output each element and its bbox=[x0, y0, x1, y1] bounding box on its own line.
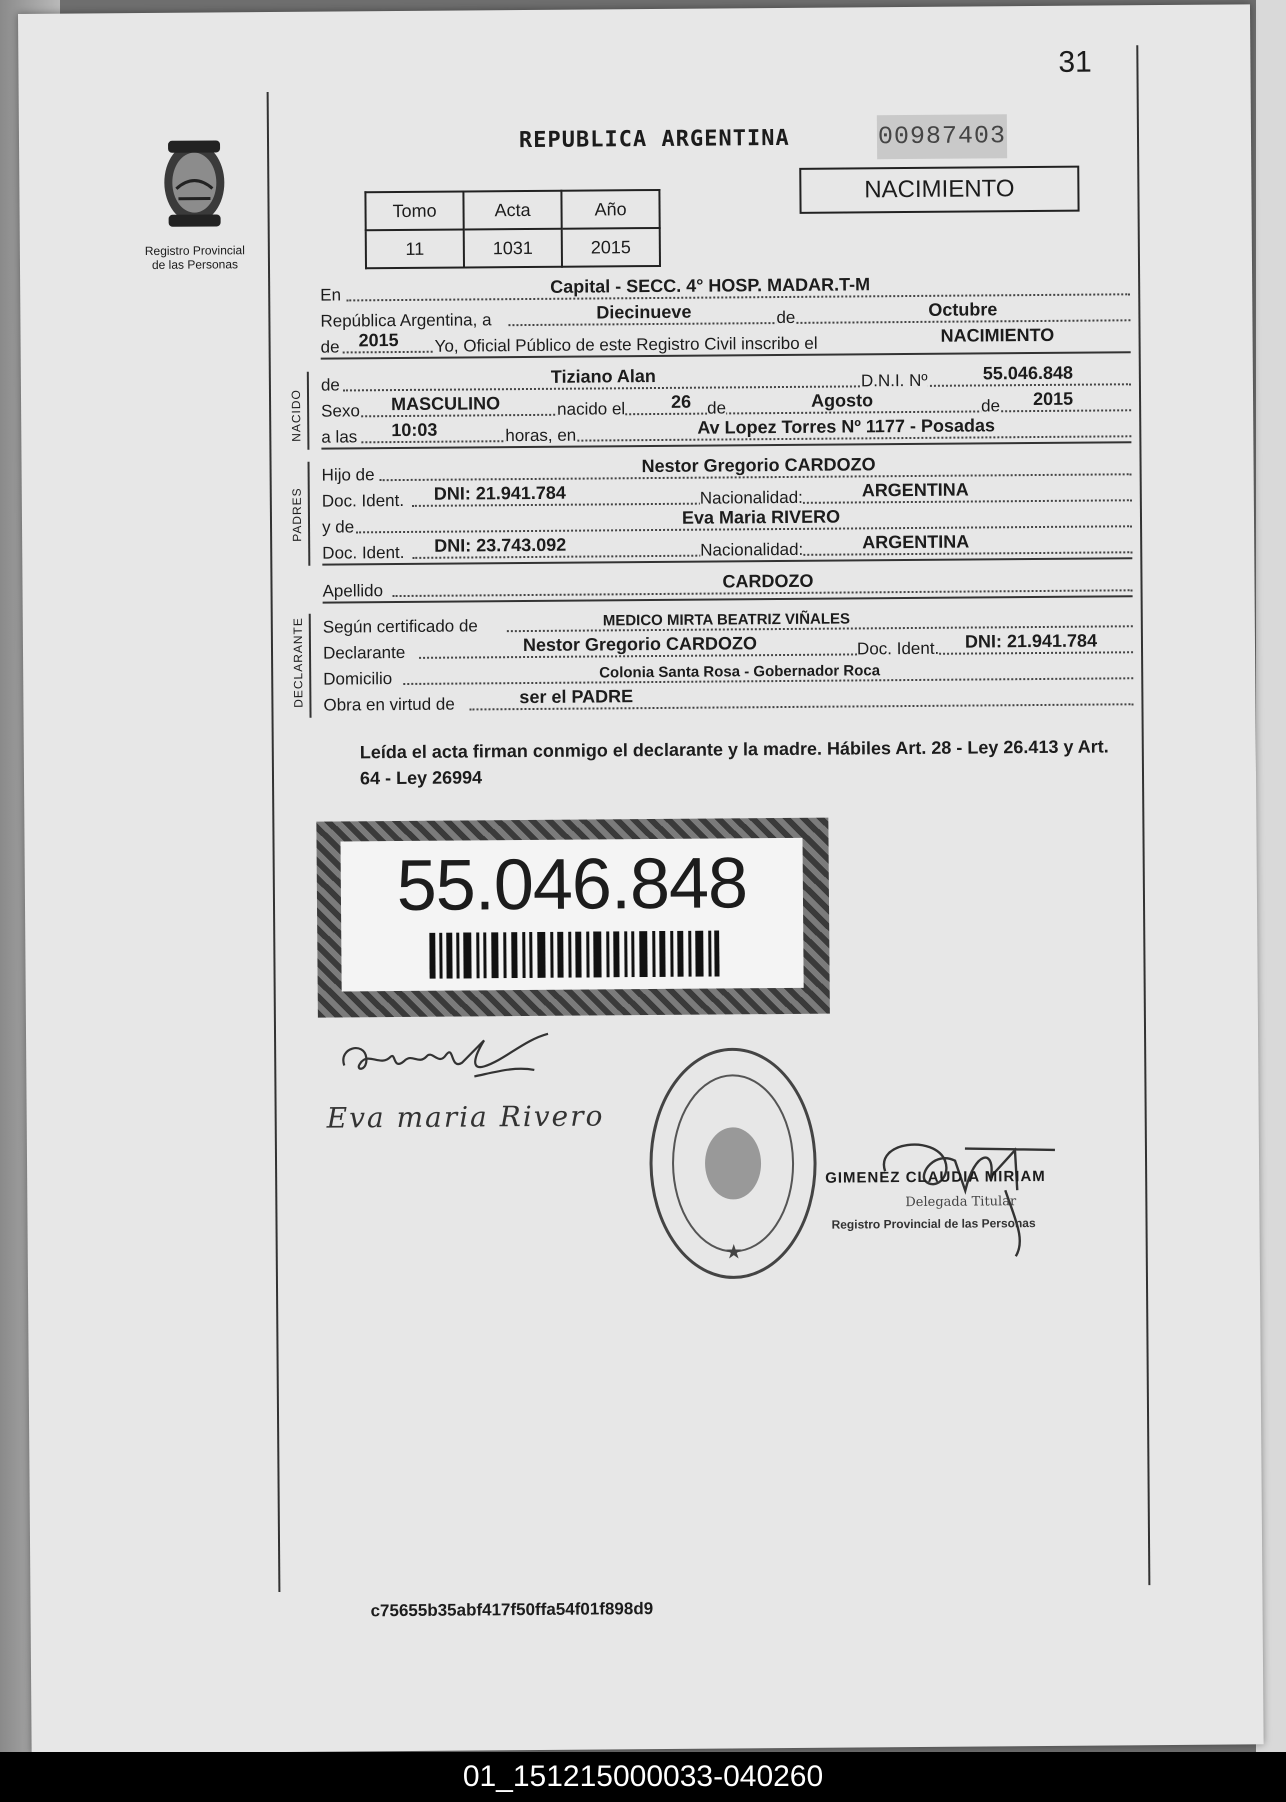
birth-day: 26 bbox=[670, 391, 692, 412]
obra-value: ser el PADRE bbox=[519, 686, 634, 708]
right-margin-rule bbox=[1136, 45, 1150, 1585]
scan-footer-id: 01_151215000033-040260 bbox=[0, 1752, 1286, 1802]
registry-header-ano: Año bbox=[561, 190, 659, 229]
hijo-de-label: Hijo de bbox=[321, 465, 375, 485]
registry-table bbox=[364, 189, 661, 269]
logo-caption-line2: de las Personas bbox=[151, 257, 239, 272]
father-doc-label: Doc. Ident. bbox=[321, 490, 405, 511]
child-name: Tiziano Alan bbox=[550, 366, 656, 387]
dni-label: D.N.I. Nº bbox=[860, 370, 928, 391]
obra-label: Obra en virtud de bbox=[323, 694, 455, 715]
officer-name: GIMENEZ CLAUDIA MIRIAM bbox=[825, 1167, 1046, 1187]
registry-value-tomo: 11 bbox=[366, 230, 464, 269]
month-value: Octubre bbox=[928, 299, 998, 320]
certificado-label: Según certificado de bbox=[322, 616, 478, 637]
officer-registry: Registro Provincial de las Personas bbox=[831, 1216, 1036, 1232]
registry-value-acta: 1031 bbox=[464, 229, 562, 268]
a-las-label: a las bbox=[321, 427, 358, 447]
padres-section-label: PADRES bbox=[289, 487, 305, 542]
year-line bbox=[321, 325, 1131, 357]
declarante-section-label: DECLARANTE bbox=[290, 617, 306, 708]
dni-sticker-number: 55.046.848 bbox=[396, 843, 748, 927]
certificado-value: MEDICO MIRTA BEATRIZ VIÑALES bbox=[602, 610, 851, 630]
nacido-el-label: nacido el bbox=[557, 399, 626, 419]
place-value: Capital - SECC. 4° HOSP. MADAR.T-M bbox=[550, 274, 871, 297]
apellido-line bbox=[322, 569, 1132, 601]
record-type-box: NACIMIENTO bbox=[799, 166, 1079, 214]
officer-role: Delegada Titular bbox=[905, 1194, 1017, 1211]
year-value: 2015 bbox=[358, 330, 399, 351]
y-de-label: y de bbox=[321, 517, 355, 537]
closing-statement: Leída el acta firman conmigo el declarante y la madre. Hábiles Art. 28 - Ley 26.413 y Art. 64 - Ley 26994 bbox=[359, 736, 1109, 789]
declarante-doc-label: Doc. Ident. bbox=[856, 638, 940, 659]
declarante-value: Nestor Gregorio CARDOZO bbox=[522, 633, 758, 656]
de2-label: de bbox=[320, 337, 340, 357]
registry-table-header-row bbox=[365, 190, 659, 230]
time-line bbox=[321, 415, 1131, 447]
birth-record-form bbox=[288, 273, 1133, 715]
mother-nat-label: Nacionalidad: bbox=[700, 539, 804, 560]
obra-line bbox=[323, 683, 1133, 715]
barcode-icon bbox=[429, 931, 719, 979]
horas-label: horas, en bbox=[505, 425, 577, 446]
apellido-label: Apellido bbox=[322, 581, 384, 601]
declarante-label: Declarante bbox=[322, 642, 406, 663]
father-nat-label: Nacionalidad: bbox=[699, 487, 803, 508]
registry-header-acta: Acta bbox=[463, 191, 561, 230]
nacido-section-label: NACIDO bbox=[288, 389, 304, 442]
dni-sticker bbox=[316, 818, 830, 1018]
document-page bbox=[18, 4, 1264, 1754]
registry-table-value-row bbox=[366, 228, 660, 268]
left-margin-rule bbox=[267, 92, 281, 1592]
registry-stamp-icon bbox=[646, 1044, 820, 1283]
declarante-signature-icon bbox=[334, 1026, 554, 1088]
mother-doc-line bbox=[322, 531, 1132, 563]
birth-year: 2015 bbox=[1032, 388, 1074, 410]
officer-block bbox=[825, 1130, 1096, 1262]
birth-address: Av Lopez Torres Nº 1177 - Posadas bbox=[697, 415, 996, 438]
sexo-label: Sexo bbox=[321, 401, 360, 421]
child-dni: 55.046.848 bbox=[982, 362, 1074, 384]
event-value: NACIMIENTO bbox=[940, 324, 1055, 346]
serial-number: 00987403 bbox=[877, 114, 1007, 159]
mother-name: Eva Maria RIVERO bbox=[681, 506, 841, 528]
birth-month: Agosto bbox=[810, 390, 874, 411]
logo-caption-line1: Registro Provincial bbox=[144, 243, 245, 259]
domicilio-value: Colonia Santa Rosa - Gobernador Roca bbox=[599, 662, 881, 682]
declarante-section bbox=[290, 605, 1134, 715]
birth-de2-label: de bbox=[981, 396, 1001, 416]
en-label: En bbox=[320, 285, 342, 305]
birth-de-label: de bbox=[707, 398, 727, 418]
province-logo bbox=[139, 132, 250, 272]
mother-doc: DNI: 23.743.092 bbox=[434, 534, 567, 556]
padres-section bbox=[289, 453, 1133, 563]
father-name: Nestor Gregorio CARDOZO bbox=[641, 454, 876, 477]
page-number: 31 bbox=[1058, 45, 1092, 79]
nacido-de-label: de bbox=[320, 375, 340, 395]
mother-nationality: ARGENTINA bbox=[862, 531, 970, 553]
domicilio-label: Domicilio bbox=[323, 669, 393, 689]
country-heading: REPUBLICA ARGENTINA bbox=[518, 125, 790, 154]
mother-doc-label: Doc. Ident. bbox=[322, 542, 405, 563]
dni-sticker-inner bbox=[341, 838, 804, 992]
republica-label: República Argentina, a bbox=[320, 310, 492, 331]
registry-value-ano: 2015 bbox=[562, 228, 660, 267]
birth-time: 10:03 bbox=[391, 419, 438, 441]
father-doc: DNI: 21.941.784 bbox=[433, 482, 566, 504]
registry-text: Yo, Oficial Público de este Registro Civil inscribo el bbox=[434, 333, 818, 356]
day-value: Diecinueve bbox=[596, 301, 692, 323]
mother-signature: Eva maria Rivero bbox=[326, 1099, 605, 1135]
province-seal-icon bbox=[154, 132, 235, 233]
document-hash: c75655b35abf417f50ffa54f01f898d9 bbox=[370, 1599, 654, 1621]
nacido-section bbox=[288, 362, 1132, 447]
declarante-doc: DNI: 21.941.784 bbox=[964, 630, 1098, 652]
svg-text:★: ★ bbox=[724, 1239, 743, 1264]
de-label: de bbox=[776, 307, 796, 328]
father-nationality: ARGENTINA bbox=[861, 479, 969, 501]
sexo-value: MASCULINO bbox=[390, 393, 501, 415]
registry-header-tomo: Tomo bbox=[365, 192, 463, 231]
apellido-value: CARDOZO bbox=[722, 570, 814, 592]
